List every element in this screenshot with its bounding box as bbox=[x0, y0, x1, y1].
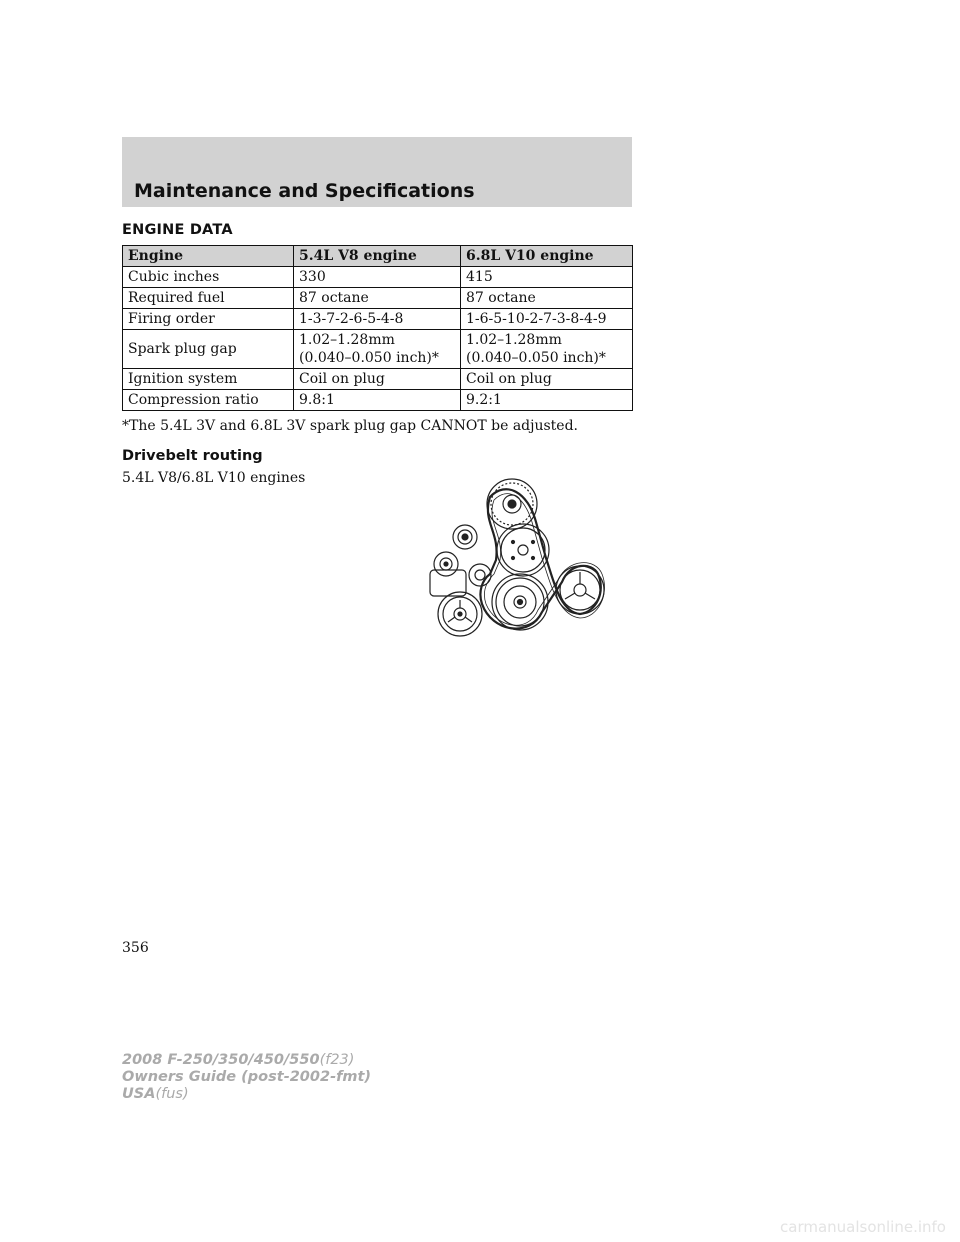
cell-v8 bbox=[294, 330, 461, 369]
cell-v10: 87 octane bbox=[461, 288, 633, 309]
cell-v8-line1: 1.02–1.28mm bbox=[299, 332, 395, 348]
footer-line-3 bbox=[122, 1086, 371, 1103]
header-band bbox=[122, 137, 632, 207]
row-label: Spark plug gap bbox=[123, 330, 294, 369]
row-label: Ignition system bbox=[123, 369, 294, 390]
idler-pulley bbox=[453, 525, 477, 549]
footer-line-1 bbox=[122, 1052, 371, 1069]
drivebelt-routing-diagram bbox=[420, 462, 635, 644]
crankshaft-pulley bbox=[492, 574, 548, 630]
cell-v8: 330 bbox=[294, 267, 461, 288]
footer bbox=[122, 1052, 371, 1103]
cell-v10: 415 bbox=[461, 267, 633, 288]
cell-v10 bbox=[461, 330, 633, 369]
watermark: carmanualsonline.info bbox=[780, 1218, 946, 1236]
table-row bbox=[123, 267, 633, 288]
page-title: Maintenance and Specifications bbox=[134, 180, 475, 202]
engine-data-table bbox=[122, 245, 633, 411]
drivebelt-engines-label: 5.4L V8/6.8L V10 engines bbox=[122, 470, 306, 486]
table-header-row bbox=[123, 246, 633, 267]
footer-market: USA bbox=[122, 1086, 156, 1102]
cell-v8: 1-3-7-2-6-5-4-8 bbox=[294, 309, 461, 330]
cell-v8: 9.8:1 bbox=[294, 390, 461, 411]
cell-v10: 1-6-5-10-2-7-3-8-4-9 bbox=[461, 309, 633, 330]
cell-v10: Coil on plug bbox=[461, 369, 633, 390]
cell-v8: Coil on plug bbox=[294, 369, 461, 390]
power-steering-pulley bbox=[556, 566, 604, 614]
footer-model: 2008 F-250/350/450/550 bbox=[122, 1052, 320, 1068]
row-label: Required fuel bbox=[123, 288, 294, 309]
table-row bbox=[123, 369, 633, 390]
table-row bbox=[123, 330, 633, 369]
page-number: 356 bbox=[122, 940, 149, 956]
footer-market-code: (fus) bbox=[155, 1086, 189, 1102]
table-row bbox=[123, 390, 633, 411]
column-header-engine: Engine bbox=[123, 246, 294, 267]
footer-model-code: (f23) bbox=[319, 1052, 355, 1068]
row-label: Firing order bbox=[123, 309, 294, 330]
row-label: Compression ratio bbox=[123, 390, 294, 411]
alternator-pulley bbox=[434, 552, 458, 576]
cell-v10: 9.2:1 bbox=[461, 390, 633, 411]
section-title: ENGINE DATA bbox=[122, 222, 233, 238]
ac-compressor-pulley bbox=[430, 570, 482, 636]
drivebelt-heading: Drivebelt routing bbox=[122, 448, 263, 464]
table-row bbox=[123, 309, 633, 330]
table-row bbox=[123, 288, 633, 309]
column-header-v10: 6.8L V10 engine bbox=[461, 246, 633, 267]
footnote: *The 5.4L 3V and 6.8L 3V spark plug gap CANNOT be adjusted. bbox=[122, 418, 578, 434]
water-pump-pulley bbox=[497, 524, 549, 576]
cell-v8-line2: (0.040–0.050 inch)* bbox=[299, 350, 439, 366]
row-label: Cubic inches bbox=[123, 267, 294, 288]
cell-v10-line1: 1.02–1.28mm bbox=[466, 332, 562, 348]
column-header-v8: 5.4L V8 engine bbox=[294, 246, 461, 267]
footer-guide: Owners Guide (post-2002-fmt) bbox=[122, 1069, 372, 1085]
cell-v10-line2: (0.040–0.050 inch)* bbox=[466, 350, 606, 366]
cell-v8: 87 octane bbox=[294, 288, 461, 309]
